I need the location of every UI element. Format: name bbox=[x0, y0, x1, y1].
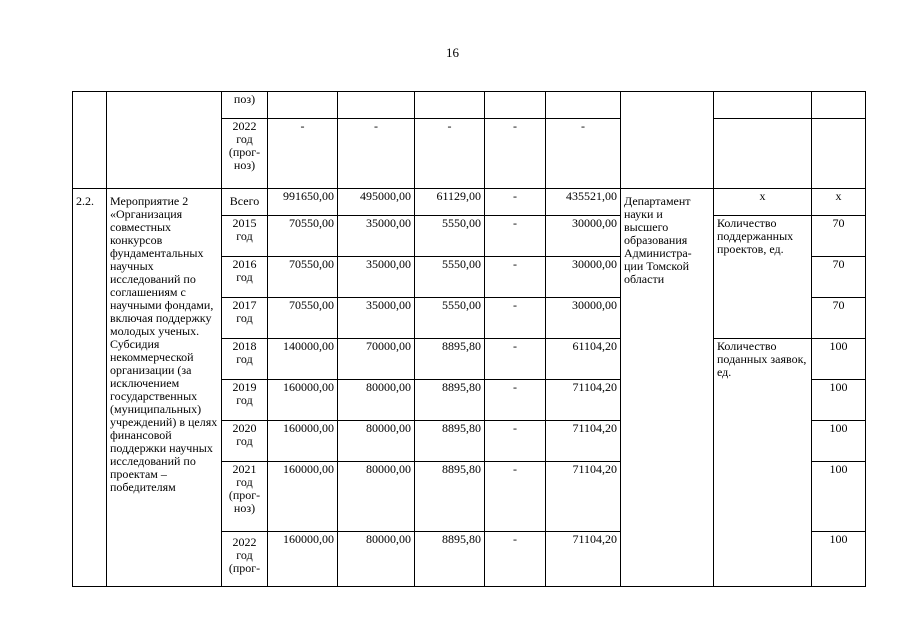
year-cell: поз) bbox=[222, 92, 268, 119]
value-cell: 991650,00 bbox=[268, 189, 338, 216]
value-cell: 35000,00 bbox=[338, 298, 415, 339]
program-table bbox=[72, 91, 866, 587]
cont-num-cell bbox=[73, 92, 107, 189]
value-cell: 160000,00 bbox=[268, 421, 338, 462]
value-cell: - bbox=[485, 339, 546, 380]
value-cell: 5550,00 bbox=[415, 257, 485, 298]
table-row bbox=[73, 189, 866, 216]
value-cell: 8895,80 bbox=[415, 462, 485, 532]
value-cell: 70000,00 bbox=[338, 339, 415, 380]
value-cell: 160000,00 bbox=[268, 380, 338, 421]
value-cell: 71104,20 bbox=[546, 462, 621, 532]
target-value: 100 bbox=[812, 380, 866, 421]
value-cell: - bbox=[485, 421, 546, 462]
value-cell: 8895,80 bbox=[415, 339, 485, 380]
value-cell: 70550,00 bbox=[268, 298, 338, 339]
value-cell: - bbox=[485, 380, 546, 421]
item-description: Мероприятие 2 «Организация совместных конкурсов фундаментальных научных исследований по соглашениям с научными фондами, включая поддержку молодых ученых. Субсидия некоммерческой организации (за исключением государственных (муниципальных) учреждений) в целях финансовой поддержки научных исследований по проектам – победителям bbox=[107, 189, 222, 587]
target-value: 100 bbox=[812, 532, 866, 587]
year-cell: 2021 год (прог-ноз) bbox=[222, 462, 268, 532]
year-cell: 2019 год bbox=[222, 380, 268, 421]
value-cell: 80000,00 bbox=[338, 462, 415, 532]
year-cell: 2017 год bbox=[222, 298, 268, 339]
value-cell: 80000,00 bbox=[338, 380, 415, 421]
cont-dept-cell bbox=[621, 92, 714, 189]
value-cell: 70550,00 bbox=[268, 257, 338, 298]
department-cell: Департамент науки и высшего образования Администра-ции Томской области bbox=[621, 189, 714, 587]
value-cell: - bbox=[485, 298, 546, 339]
year-cell: 2020 год bbox=[222, 421, 268, 462]
value-cell: 140000,00 bbox=[268, 339, 338, 380]
value-cell: - bbox=[485, 216, 546, 257]
value-cell: 80000,00 bbox=[338, 421, 415, 462]
target-value: 70 bbox=[812, 216, 866, 257]
year-cell: 2022 год (прог-ноз) bbox=[222, 119, 268, 189]
year-cell: 2022 год (прог- bbox=[222, 532, 268, 587]
item-number: 2.2. bbox=[73, 189, 107, 587]
value-cell: 8895,80 bbox=[415, 532, 485, 587]
target-value: 100 bbox=[812, 421, 866, 462]
value-cell: - bbox=[485, 257, 546, 298]
year-cell: 2016 год bbox=[222, 257, 268, 298]
value-cell: - bbox=[485, 462, 546, 532]
indicator-submitted-applications: Количество поданных заявок, ед. bbox=[714, 339, 812, 587]
value-cell: 160000,00 bbox=[268, 532, 338, 587]
value-cell: 35000,00 bbox=[338, 216, 415, 257]
value-cell: - bbox=[268, 119, 338, 189]
value-cell: - bbox=[546, 119, 621, 189]
value-cell: - bbox=[415, 119, 485, 189]
value-cell: 30000,00 bbox=[546, 216, 621, 257]
value-cell: 30000,00 bbox=[546, 298, 621, 339]
value-cell: 5550,00 bbox=[415, 216, 485, 257]
value-cell: 30000,00 bbox=[546, 257, 621, 298]
indicator-value: х bbox=[714, 189, 812, 216]
value-cell: 71104,20 bbox=[546, 421, 621, 462]
value-cell: 5550,00 bbox=[415, 298, 485, 339]
value-cell: 435521,00 bbox=[546, 189, 621, 216]
table-row bbox=[73, 92, 866, 119]
cont-desc-cell bbox=[107, 92, 222, 189]
value-cell: - bbox=[485, 189, 546, 216]
year-cell: 2015 год bbox=[222, 216, 268, 257]
target-value: 70 bbox=[812, 298, 866, 339]
value-cell: 35000,00 bbox=[338, 257, 415, 298]
value-cell: 495000,00 bbox=[338, 189, 415, 216]
target-value: 100 bbox=[812, 462, 866, 532]
value-cell: 80000,00 bbox=[338, 532, 415, 587]
value-cell: 61104,20 bbox=[546, 339, 621, 380]
value-cell: 61129,00 bbox=[415, 189, 485, 216]
indicator-supported-projects: Количество поддержанных проектов, ед. bbox=[714, 216, 812, 339]
year-cell: Всего bbox=[222, 189, 268, 216]
value-cell: 71104,20 bbox=[546, 532, 621, 587]
value-cell: 8895,80 bbox=[415, 380, 485, 421]
value-cell: 8895,80 bbox=[415, 421, 485, 462]
year-cell: 2018 год bbox=[222, 339, 268, 380]
target-value: 70 bbox=[812, 257, 866, 298]
page-number: 16 bbox=[446, 45, 459, 60]
value-cell: 71104,20 bbox=[546, 380, 621, 421]
value-cell: - bbox=[338, 119, 415, 189]
value-cell: - bbox=[485, 119, 546, 189]
target-value: 100 bbox=[812, 339, 866, 380]
target-value: х bbox=[812, 189, 866, 216]
value-cell: 160000,00 bbox=[268, 462, 338, 532]
value-cell: 70550,00 bbox=[268, 216, 338, 257]
value-cell: - bbox=[485, 532, 546, 587]
